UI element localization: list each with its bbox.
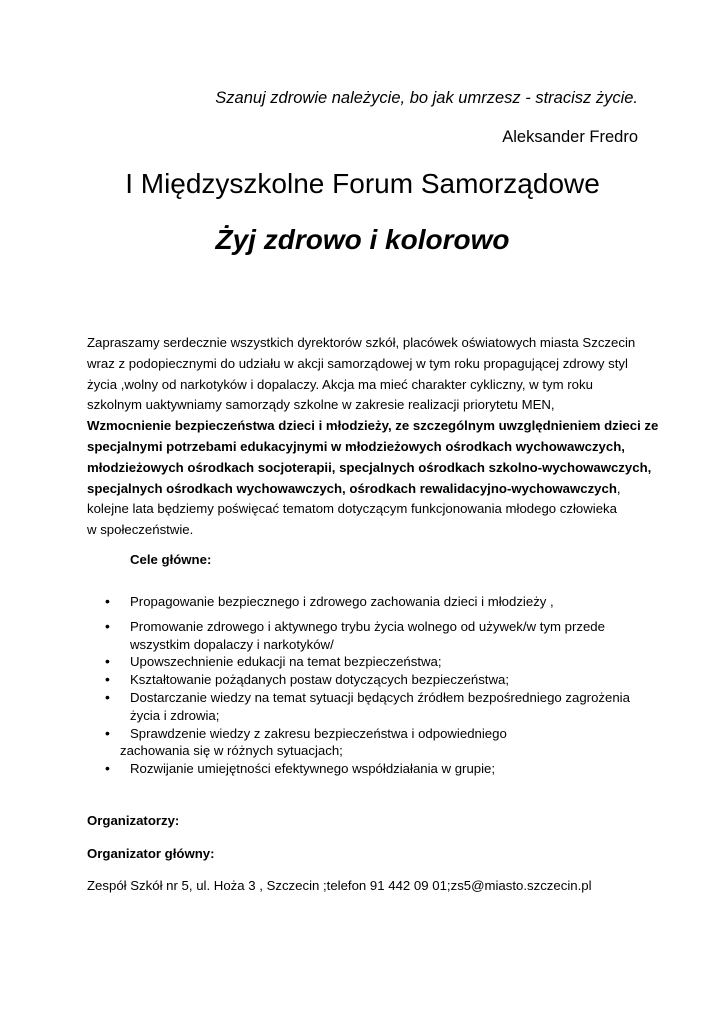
priority-tail: , (616, 480, 621, 496)
intro-paragraph (87, 333, 657, 541)
goal-text-continued: życia i zdrowia; (130, 707, 220, 723)
intro-line: kolejne lata będziemy poświęcać tematom dotyczącym funkcjonowania młodego człowieka (87, 501, 617, 517)
organizer-contact: Zespół Szkół nr 5, ul. Hoża 3 , Szczecin ;telefon 91 442 09 01;zs5@miasto.szczecin.pl (87, 878, 592, 893)
priority-text: specjalnymi potrzebami edukacyjnymi w młodzieżowych ośrodkach wychowawczych, (87, 438, 625, 454)
goal-text: Upowszechnienie edukacji na temat bezpieczeństwa; (130, 654, 442, 670)
goal-item (0, 760, 725, 778)
priority-text: specjalnych ośrodkach wychowawczych, ośrodkach rewalidacyjno-wychowawczych (87, 480, 617, 496)
bullet-icon: • (105, 760, 110, 777)
goal-text-continued: wszystkim dopalaczy i narkotyków/ (130, 636, 334, 652)
intro-line: Zapraszamy serdecznie wszystkich dyrektorów szkół, placówek oświatowych miasta Szczecin (87, 335, 636, 350)
goal-text: Promowanie zdrowego i aktywnego trybu życia wolnego od używek/w tym przede (130, 618, 605, 634)
intro-line: szkolnym uaktywniamy samorządy szkolne w zakresie realizacji priorytetu MEN, (87, 397, 555, 413)
goal-text: Propagowanie bezpiecznego i zdrowego zachowania dzieci i młodzieży , (130, 594, 554, 609)
goal-item (0, 593, 725, 611)
intro-line: w społeczeństwie. (87, 522, 194, 538)
epigraph-quote: Szanuj zdrowie należycie, bo jak umrzesz - stracisz życie. (215, 89, 638, 107)
bullet-icon: • (105, 688, 110, 705)
intro-line: wraz z podopiecznymi do udziału w akcji samorządowej w tym roku propagującej zdrowy styl (87, 355, 628, 371)
main-organizer-label: Organizator główny: (87, 846, 215, 861)
priority-text: młodzieżowych ośrodkach socjoterapii, specjalnych ośrodkach szkolno-wychowawczych, (87, 459, 652, 475)
intro-line: życia ,wolny od narkotyków i dopalaczy. Akcja ma mieć charakter cykliczny, w tym roku (87, 376, 593, 392)
document-subtitle: Żyj zdrowo i kolorowo (215, 224, 510, 255)
goal-item (0, 689, 725, 725)
goal-item (0, 671, 725, 689)
priority-line (87, 479, 657, 500)
goals-heading: Cele główne: (130, 552, 212, 567)
goals-list (0, 593, 725, 778)
goal-text: Kształtowanie pożądanych postaw dotyczących bezpieczeństwa; (130, 672, 509, 688)
bullet-icon: • (105, 671, 110, 688)
epigraph-author: Aleksander Fredro (502, 128, 638, 146)
priority-line (87, 416, 657, 437)
organizers-label: Organizatorzy: (87, 813, 180, 828)
goal-item (0, 653, 725, 671)
bullet-icon: • (105, 724, 110, 741)
goal-text: Sprawdzenie wiedzy z zakresu bezpieczeństwa i odpowiedniego (130, 725, 507, 741)
goal-text-continued: zachowania się w różnych sytuacjach; (120, 743, 343, 759)
bullet-icon: • (105, 593, 110, 609)
document-title: I Międzyszkolne Forum Samorządowe (125, 168, 600, 199)
goal-item (0, 725, 725, 761)
priority-text: Wzmocnienie bezpieczeństwa dzieci i młodzieży, ze szczególnym uwzględnieniem dzieci ze (87, 418, 659, 434)
goal-text: Rozwijanie umiejętności efektywnego współdziałania w grupie; (130, 761, 496, 777)
bullet-icon: • (105, 617, 110, 634)
goal-text: Dostarczanie wiedzy na temat sytuacji będących źródłem bezpośredniego zagrożenia (130, 689, 630, 705)
bullet-icon: • (105, 653, 110, 670)
goal-item (0, 618, 725, 654)
priority-line (87, 458, 657, 479)
priority-line (87, 437, 657, 458)
